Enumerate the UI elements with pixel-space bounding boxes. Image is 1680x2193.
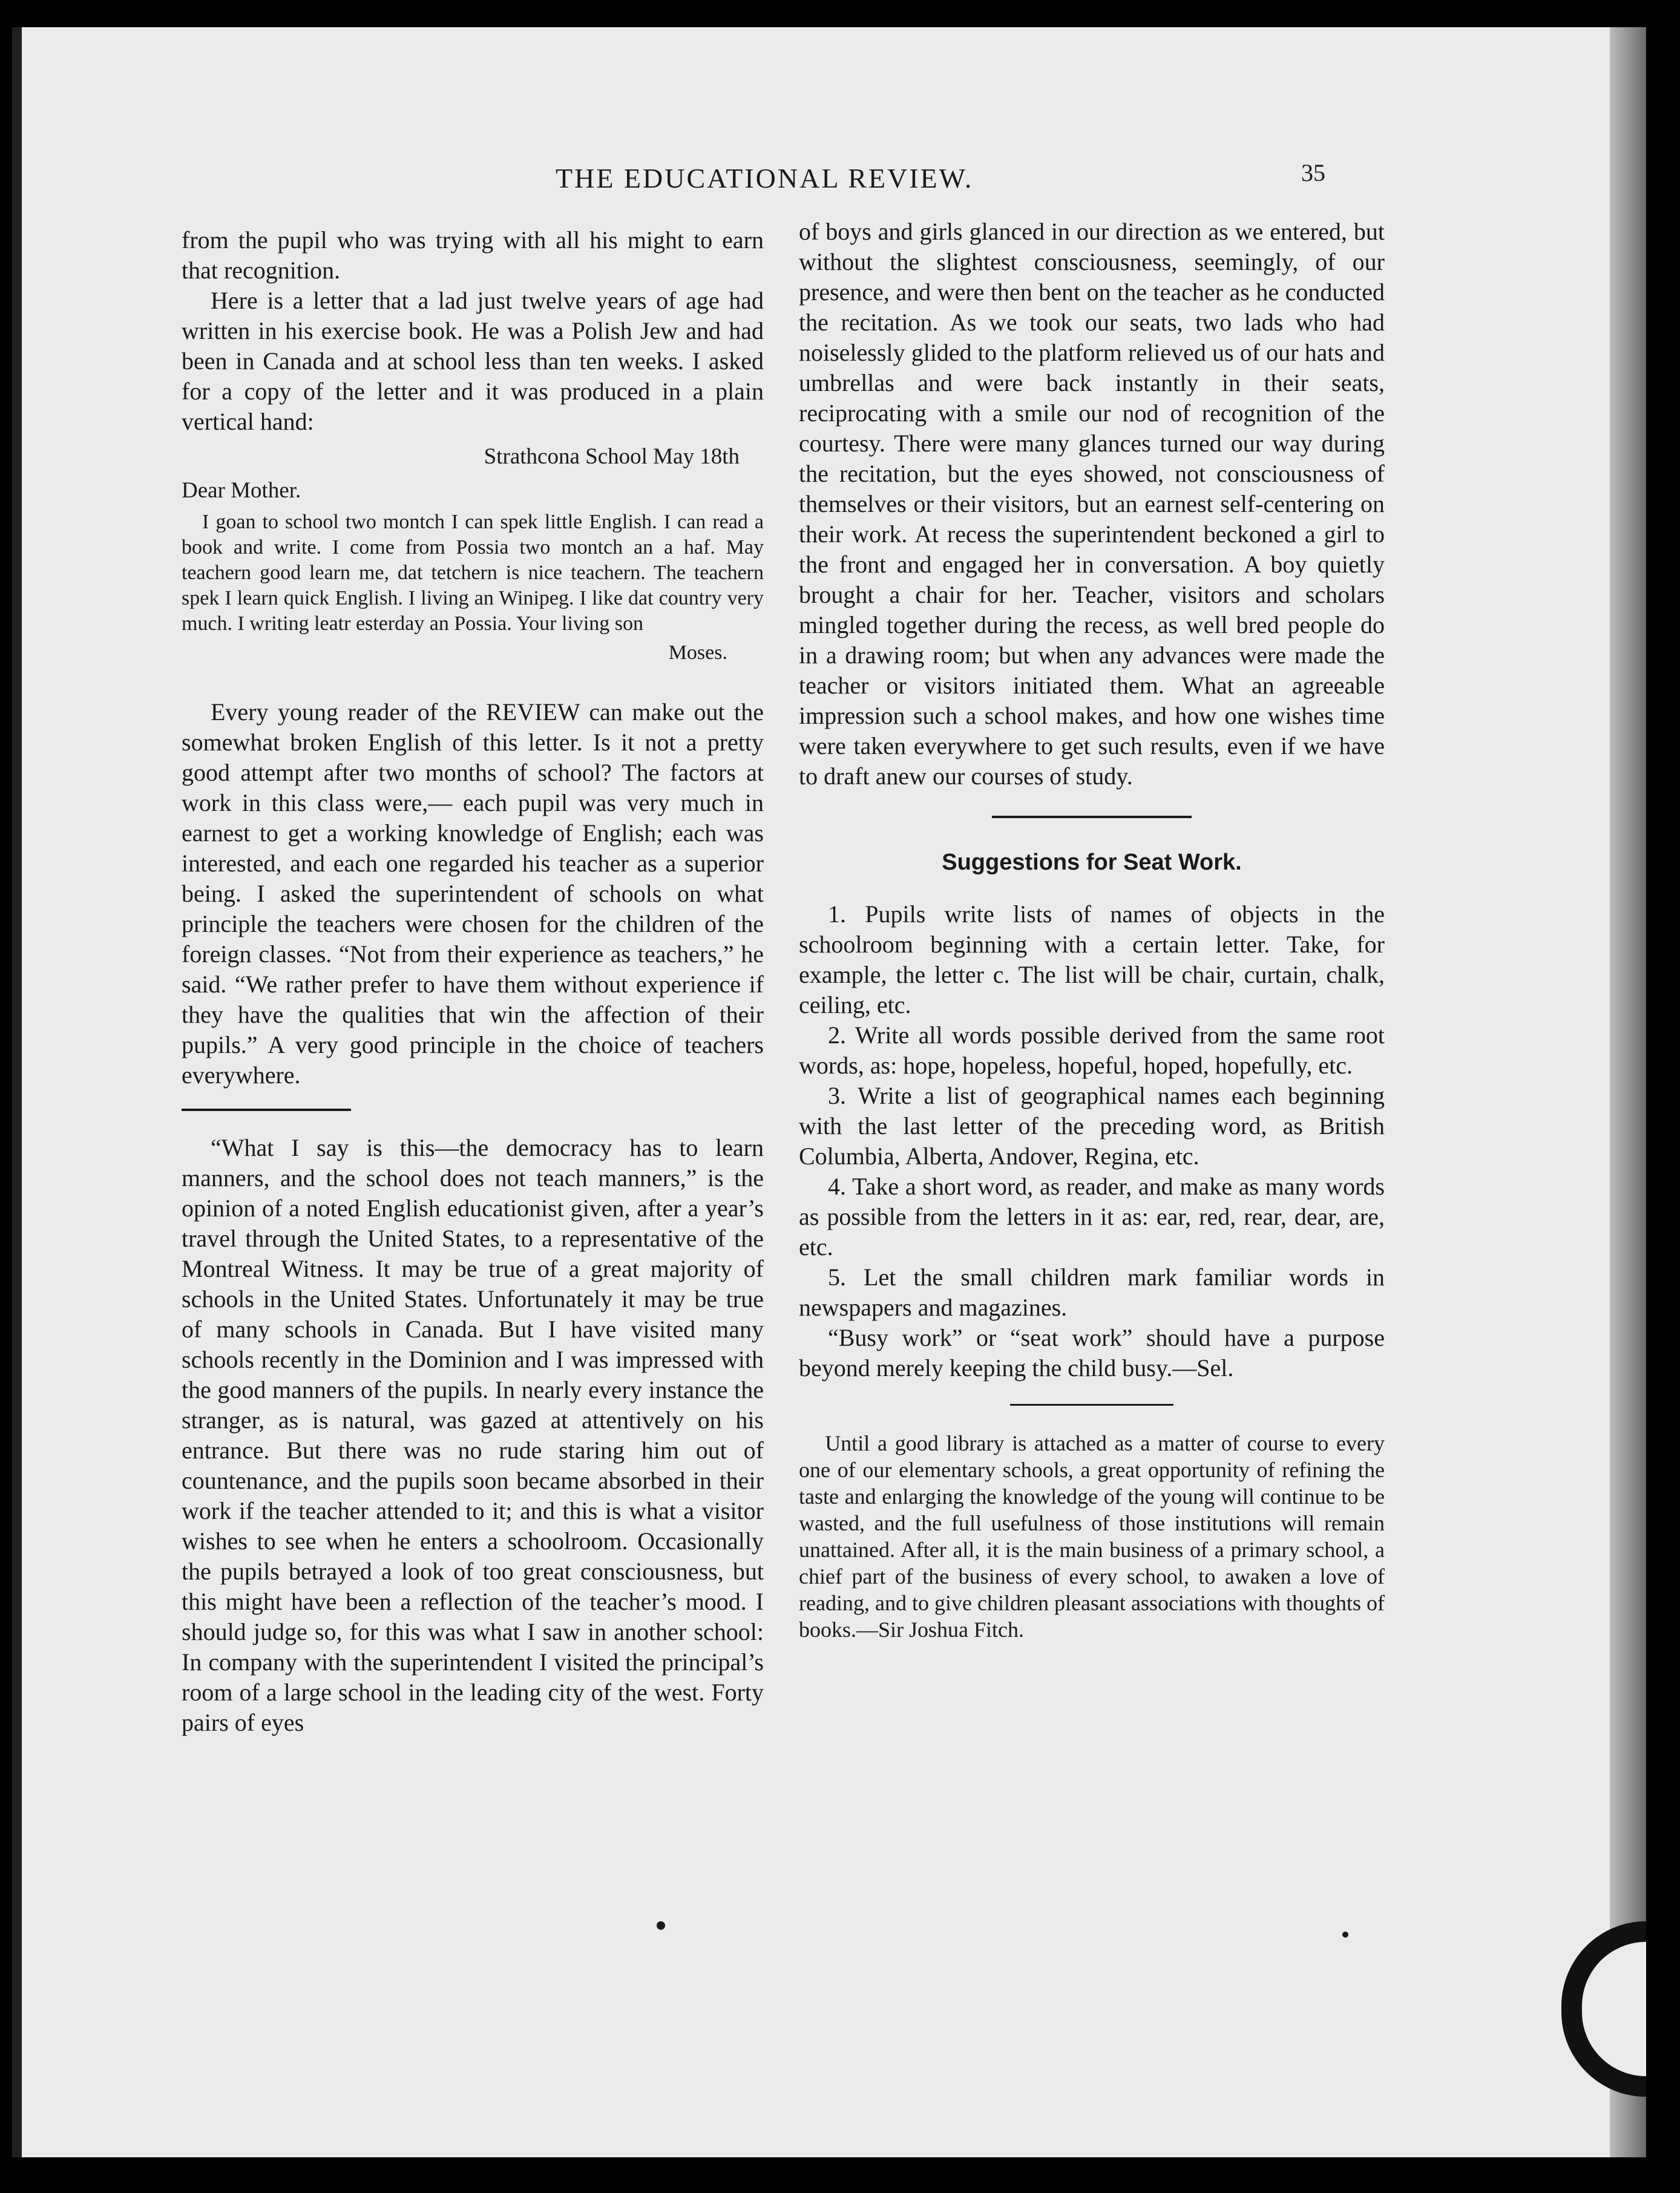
section-divider-right xyxy=(992,816,1192,818)
page-header-title: THE EDUCATIONAL REVIEW. xyxy=(556,163,974,194)
paragraph-recognition: from the pupil who was trying with all his might to earn that recognition. xyxy=(182,226,764,284)
paragraph-review-comment: Every young reader of the REVIEW can make out the somewhat broken English of this letter. Is it not a pretty good attempt after two months of school? The factors at work in this class were,— each pupil was very much in earnest to get a working knowledge of English; each was interested, and each one regarded his teacher as a superior being. I asked the superintendent of schools on what principle the teachers were chosen for the children of the foreign classes. “Not from their experience as teachers,” he said. “We rather prefer to have them without experience if they have the qualities that win the affection of their pupils.” A very good principle in the choice of teachers everywhere. xyxy=(182,698,764,1089)
page-spine-shadow xyxy=(12,27,22,2157)
paragraph-letter-intro: Here is a letter that a lad just twelve years of age had written in his exercise book. He was a Polish Jew and had been in Canada and at school less than ten weeks. I asked for a copy of the letter and it was produced in a plain vertical hand: xyxy=(182,287,764,435)
paragraph-classroom-visit: of boys and girls glanced in our direction as we entered, but without the slightest consciousness, seemingly, of our presence, and were then bent on the teacher as he conducted the recitation. As we took our seats, two lads who had noiselessly glided to the platform relieved us of our hats and umbrellas and were back instantly in their seats, reciprocating with a smile our nod of recognition of the courtesy. There were many glances turned our way during the recitation, but the eyes showed, not consciousness of themselves or their visitors, but an earnest self-centering on their work. At recess the superintendent beckoned a girl to the front and engaged her in conversation. A boy quietly brought a chair for her. Teacher, visitors and scholars mingled together during the recess, as well bred people do in a drawing room; but when any advances were made the teacher or visitors initiated them. What an agreeable impression such a school makes, and how one wishes time were taken everywhere to get such results, even if we have to draft anew our courses of study. xyxy=(799,218,1385,790)
binder-clip-ring xyxy=(1561,1921,1646,2097)
letter-salutation: Dear Mother. xyxy=(182,478,301,503)
paragraph-manners: “What I say is this—the democracy has to learn manners, and the school does not teach manners,” is the opinion of a noted English educationist given, after a year’s travel through the United States, to a representative of the Montreal Witness. It may be true of a great majority of schools in the United States. Unfortunately it may be true of many schools in Canada. But I have visited many schools recently in the Dominion and I was impressed with the good manners of the pupils. In nearly every instance the stranger, as is natural, was gazed at attentively on his entrance. But there was no rude staring him out of countenance, and the pupils soon became absorbed in their work if the teacher attended to it; and this is what a visitor wishes to see when he enters a schoolroom. Occasionally the pupils betrayed a look of too great consciousness, but this might have been a reflection of the teacher’s mood. I should judge so, for this was what I saw in another school: In company with the superintendent I visited the principal’s room of a large school in the leading city of the west. Forty pairs of eyes xyxy=(182,1134,764,1736)
section-divider-small xyxy=(1010,1404,1173,1406)
scan-speck xyxy=(657,1921,665,1930)
section-heading-seat-work: Suggestions for Seat Work. xyxy=(942,850,1242,875)
letter-place-date: Strathcona School May 18th xyxy=(484,444,740,469)
page-number: 35 xyxy=(1301,159,1325,186)
seat-work-item-2: 2. Write all words possible derived from the same root words, as: hope, hopeless, hopeful, hoped, hopefully, etc. xyxy=(799,1021,1385,1079)
seat-work-closing: “Busy work” or “seat work” should have a purpose beyond merely keeping the child busy.—Sel. xyxy=(799,1324,1385,1382)
section-divider-left xyxy=(182,1109,351,1111)
seat-work-item-5: 5. Let the small children mark familiar words in newspapers and magazines. xyxy=(799,1264,1385,1321)
letter-signature: Moses. xyxy=(668,641,727,664)
left-column xyxy=(182,225,764,1738)
letter-body: I goan to school two montch I can spek little English. I can read a book and write. I come from Possia two montch an a haf. May teachern good learn me, dat tetchern is nice teachern. The teachern spek I learn quick English. I living an Winipeg. I like dat country very much. I writing leatr esterday an Possia. Your living son xyxy=(182,511,764,635)
right-column xyxy=(799,217,1385,1643)
paragraph-fitch-quote: Until a good library is attached as a matter of course to every one of our elementary schools, a great opportunity of refining the taste and enlarging the knowledge of the young will continue to be wasted, and the full usefulness of those institutions will remain unattained. After all, it is the main business of a primary school, a chief part of the business of every school, to awaken a love of reading, and to give children pleasant associations with thoughts of books.—Sir Joshua Fitch. xyxy=(799,1431,1385,1642)
page-edge-shadow xyxy=(1610,27,1646,2157)
seat-work-item-1: 1. Pupils write lists of names of objects in the schoolroom beginning with a certain letter. Take, for example, the letter c. The list will be chair, curtain, chalk, ceiling, etc. xyxy=(799,900,1385,1018)
seat-work-item-4: 4. Take a short word, as reader, and make as many words as possible from the letters in it as: ear, red, rear, dear, are, etc. xyxy=(799,1173,1385,1260)
seat-work-item-3: 3. Write a list of geographical names each beginning with the last letter of the preceding word, as British Columbia, Alberta, Andover, Regina, etc. xyxy=(799,1082,1385,1170)
scan-speck xyxy=(1342,1932,1348,1938)
